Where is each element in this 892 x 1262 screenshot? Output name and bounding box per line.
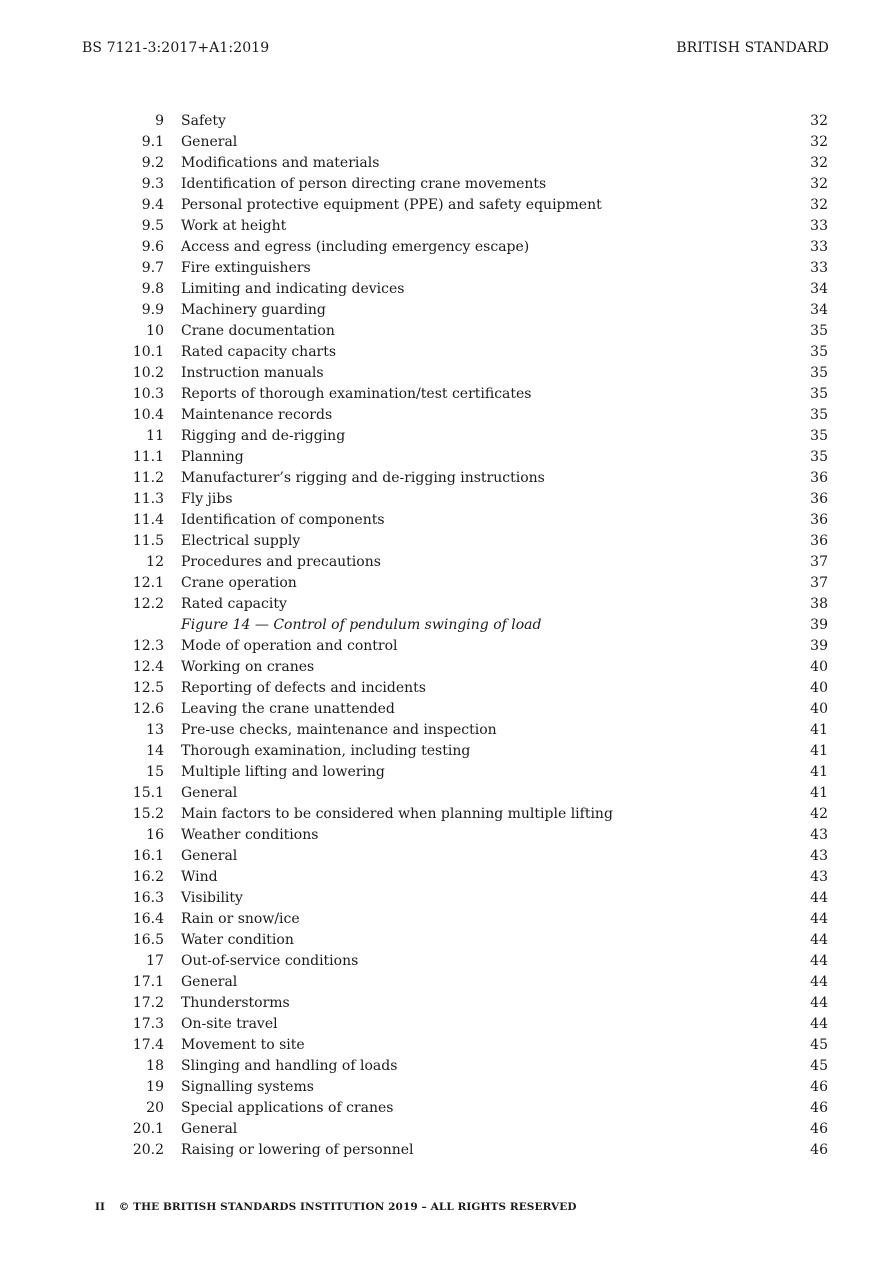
toc-entry-title: Access and egress (including emergency escape) bbox=[181, 239, 530, 255]
toc-entry-title: Movement to site bbox=[181, 1037, 305, 1053]
toc-entry-page: 40 bbox=[810, 659, 828, 675]
toc-entry[interactable] bbox=[0, 825, 892, 846]
toc-entry-number: 12.6 bbox=[132, 701, 164, 717]
toc-entry-page: 32 bbox=[810, 197, 828, 213]
copyright-notice: © THE BRITISH STANDARDS INSTITUTION 2019 – ALL RIGHTS RESERVED bbox=[118, 1201, 577, 1213]
toc-entry-number: 10.3 bbox=[132, 386, 164, 402]
toc-entry-title: Figure 14 — Control of pendulum swinging of load bbox=[181, 617, 542, 633]
toc-entry-page: 33 bbox=[810, 260, 828, 276]
toc-entry-title: Rigging and de-rigging bbox=[181, 428, 346, 444]
toc-entry-page: 32 bbox=[810, 176, 828, 192]
toc-entry-title: Reporting of defects and incidents bbox=[181, 680, 426, 696]
toc-entry-number: 10.4 bbox=[132, 407, 164, 423]
toc-entry-page: 45 bbox=[810, 1037, 828, 1053]
toc-entry-page: 46 bbox=[810, 1142, 828, 1158]
toc-entry-page: 35 bbox=[810, 323, 828, 339]
toc-entry[interactable] bbox=[0, 888, 892, 909]
toc-entry-title: Identification of person directing crane movements bbox=[181, 176, 547, 192]
table-of-contents bbox=[0, 111, 892, 1161]
toc-entry-number: 15.1 bbox=[132, 785, 164, 801]
toc-entry-page: 35 bbox=[810, 428, 828, 444]
toc-entry-page: 40 bbox=[810, 701, 828, 717]
toc-entry-title: Modifications and materials bbox=[181, 155, 380, 171]
toc-entry[interactable] bbox=[0, 279, 892, 300]
toc-entry-number: 9.5 bbox=[141, 218, 164, 234]
toc-entry[interactable] bbox=[0, 363, 892, 384]
toc-entry-title: Special applications of cranes bbox=[181, 1100, 394, 1116]
toc-entry[interactable] bbox=[0, 216, 892, 237]
toc-entry-title: Leaving the crane unattended bbox=[181, 701, 395, 717]
toc-entry-number: 9.4 bbox=[141, 197, 164, 213]
toc-entry-page: 35 bbox=[810, 407, 828, 423]
toc-entry[interactable] bbox=[0, 720, 892, 741]
toc-entry[interactable] bbox=[0, 1035, 892, 1056]
toc-entry-number: 20.2 bbox=[132, 1142, 164, 1158]
toc-entry-title: Rain or snow/ice bbox=[181, 911, 300, 927]
toc-entry-number: 9.8 bbox=[141, 281, 164, 297]
toc-entry-number: 10 bbox=[146, 323, 164, 339]
toc-entry-number: 20.1 bbox=[132, 1121, 164, 1137]
toc-entry-number: 16.5 bbox=[132, 932, 164, 948]
toc-entry[interactable] bbox=[0, 699, 892, 720]
toc-entry-page: 35 bbox=[810, 449, 828, 465]
toc-entry[interactable] bbox=[0, 300, 892, 321]
toc-entry-page: 44 bbox=[810, 890, 828, 906]
toc-entry-page: 36 bbox=[810, 512, 828, 528]
toc-entry-number: 12.4 bbox=[132, 659, 164, 675]
toc-entry-page: 46 bbox=[810, 1079, 828, 1095]
toc-entry-title: Out-of-service conditions bbox=[181, 953, 359, 969]
toc-entry-title: Mode of operation and control bbox=[181, 638, 398, 654]
toc-entry-number: 9.6 bbox=[141, 239, 164, 255]
toc-entry-page: 44 bbox=[810, 932, 828, 948]
toc-entry[interactable] bbox=[0, 552, 892, 573]
toc-entry[interactable] bbox=[0, 510, 892, 531]
toc-entry-title: Safety bbox=[181, 113, 226, 129]
toc-entry-number: 10.2 bbox=[132, 365, 164, 381]
toc-entry[interactable] bbox=[0, 405, 892, 426]
toc-entry[interactable] bbox=[0, 1140, 892, 1161]
toc-entry-number: 11.1 bbox=[132, 449, 164, 465]
toc-entry-title: General bbox=[181, 1121, 238, 1137]
toc-entry[interactable] bbox=[0, 1056, 892, 1077]
toc-entry[interactable] bbox=[0, 468, 892, 489]
toc-entry[interactable] bbox=[0, 321, 892, 342]
toc-entry[interactable] bbox=[0, 342, 892, 363]
toc-entry-page: 36 bbox=[810, 470, 828, 486]
toc-entry-page: 35 bbox=[810, 344, 828, 360]
toc-entry-page: 32 bbox=[810, 155, 828, 171]
toc-entry-page: 44 bbox=[810, 974, 828, 990]
toc-entry[interactable] bbox=[0, 867, 892, 888]
toc-entry-title: Raising or lowering of personnel bbox=[181, 1142, 414, 1158]
toc-entry[interactable] bbox=[0, 426, 892, 447]
toc-entry-title: General bbox=[181, 974, 238, 990]
toc-entry-title: Rated capacity charts bbox=[181, 344, 337, 360]
toc-entry-page: 41 bbox=[810, 785, 828, 801]
toc-entry-number: 17.2 bbox=[132, 995, 164, 1011]
toc-entry-page: 46 bbox=[810, 1100, 828, 1116]
toc-entry-page: 37 bbox=[810, 554, 828, 570]
toc-entry[interactable] bbox=[0, 384, 892, 405]
toc-entry-title: General bbox=[181, 134, 238, 150]
toc-entry-title: Thorough examination, including testing bbox=[181, 743, 471, 759]
toc-entry[interactable] bbox=[0, 1119, 892, 1140]
toc-entry-number: 16.3 bbox=[132, 890, 164, 906]
toc-entry[interactable] bbox=[0, 195, 892, 216]
toc-entry[interactable] bbox=[0, 1098, 892, 1119]
toc-entry-page: 36 bbox=[810, 491, 828, 507]
toc-entry-page: 41 bbox=[810, 722, 828, 738]
toc-entry[interactable] bbox=[0, 909, 892, 930]
toc-entry-title: On-site travel bbox=[181, 1016, 278, 1032]
toc-entry-page: 44 bbox=[810, 953, 828, 969]
toc-entry-title: Identification of components bbox=[181, 512, 385, 528]
toc-entry-number: 12.3 bbox=[132, 638, 164, 654]
toc-entry-page: 33 bbox=[810, 239, 828, 255]
toc-entry-title: Thunderstorms bbox=[181, 995, 290, 1011]
toc-entry-page: 35 bbox=[810, 365, 828, 381]
toc-entry[interactable] bbox=[0, 111, 892, 132]
toc-entry-page: 43 bbox=[810, 869, 828, 885]
toc-entry-page: 41 bbox=[810, 764, 828, 780]
toc-entry-title: Main factors to be considered when planning multiple lifting bbox=[181, 806, 613, 822]
toc-entry-page: 35 bbox=[810, 386, 828, 402]
toc-entry-number: 19 bbox=[146, 1079, 164, 1095]
toc-entry-page: 39 bbox=[810, 638, 828, 654]
toc-entry-number: 11 bbox=[146, 428, 164, 444]
toc-entry-title: Planning bbox=[181, 449, 244, 465]
toc-entry-number: 16.4 bbox=[132, 911, 164, 927]
toc-entry-title: Water condition bbox=[181, 932, 294, 948]
toc-entry[interactable] bbox=[0, 783, 892, 804]
toc-entry-number: 16.2 bbox=[132, 869, 164, 885]
toc-entry-title: Slinging and handling of loads bbox=[181, 1058, 398, 1074]
toc-entry-title: Multiple lifting and lowering bbox=[181, 764, 385, 780]
toc-entry[interactable] bbox=[0, 972, 892, 993]
toc-entry[interactable] bbox=[0, 594, 892, 615]
toc-entry-number: 11.2 bbox=[132, 470, 164, 486]
toc-entry-title: Working on cranes bbox=[181, 659, 315, 675]
toc-entry-number: 15.2 bbox=[132, 806, 164, 822]
toc-entry[interactable] bbox=[0, 993, 892, 1014]
toc-entry-page: 38 bbox=[810, 596, 828, 612]
toc-entry-title: Instruction manuals bbox=[181, 365, 324, 381]
toc-entry[interactable] bbox=[0, 804, 892, 825]
toc-entry-number: 16.1 bbox=[132, 848, 164, 864]
toc-entry-page: 39 bbox=[810, 617, 828, 633]
toc-entry-number: 9.9 bbox=[141, 302, 164, 318]
toc-entry-page: 32 bbox=[810, 113, 828, 129]
toc-entry-title: Electrical supply bbox=[181, 533, 301, 549]
toc-entry[interactable] bbox=[0, 573, 892, 594]
toc-entry-page: 40 bbox=[810, 680, 828, 696]
toc-entry-page: 44 bbox=[810, 1016, 828, 1032]
document-type: BRITISH STANDARD bbox=[676, 40, 829, 56]
toc-entry-page: 44 bbox=[810, 995, 828, 1011]
toc-entry-title: Visibility bbox=[181, 890, 243, 906]
toc-entry-page: 43 bbox=[810, 848, 828, 864]
toc-entry-number: 9.3 bbox=[141, 176, 164, 192]
toc-entry-title: Weather conditions bbox=[181, 827, 319, 843]
toc-entry[interactable] bbox=[0, 1014, 892, 1035]
toc-entry-number: 17 bbox=[146, 953, 164, 969]
toc-entry-number: 12.5 bbox=[132, 680, 164, 696]
toc-entry[interactable] bbox=[0, 237, 892, 258]
toc-entry[interactable] bbox=[0, 447, 892, 468]
toc-entry-number: 17.3 bbox=[132, 1016, 164, 1032]
toc-entry[interactable] bbox=[0, 657, 892, 678]
toc-entry[interactable] bbox=[0, 951, 892, 972]
toc-entry[interactable] bbox=[0, 174, 892, 195]
toc-entry-number: 9.7 bbox=[141, 260, 164, 276]
toc-entry-number: 17.1 bbox=[132, 974, 164, 990]
toc-entry-number: 11.3 bbox=[132, 491, 164, 507]
toc-entry[interactable] bbox=[0, 1077, 892, 1098]
toc-entry-number: 17.4 bbox=[132, 1037, 164, 1053]
toc-entry-page: 46 bbox=[810, 1121, 828, 1137]
toc-entry-title: Fly jibs bbox=[181, 491, 233, 507]
toc-entry-title: Procedures and precautions bbox=[181, 554, 381, 570]
page-footer bbox=[95, 1201, 577, 1213]
toc-entry-page: 37 bbox=[810, 575, 828, 591]
toc-entry-title: Manufacturer’s rigging and de-rigging instructions bbox=[181, 470, 545, 486]
toc-entry[interactable] bbox=[0, 489, 892, 510]
toc-entry-title: Wind bbox=[181, 869, 218, 885]
toc-entry-page: 44 bbox=[810, 911, 828, 927]
toc-entry-page: 41 bbox=[810, 743, 828, 759]
toc-entry-number: 11.4 bbox=[132, 512, 164, 528]
toc-entry-page: 45 bbox=[810, 1058, 828, 1074]
toc-entry-title: Crane operation bbox=[181, 575, 297, 591]
toc-entry[interactable] bbox=[0, 132, 892, 153]
toc-entry-title: Maintenance records bbox=[181, 407, 333, 423]
toc-entry-page: 34 bbox=[810, 302, 828, 318]
toc-entry-title: Machinery guarding bbox=[181, 302, 326, 318]
toc-entry-number: 11.5 bbox=[132, 533, 164, 549]
toc-entry-title: Personal protective equipment (PPE) and safety equipment bbox=[181, 197, 602, 213]
toc-entry-title: Limiting and indicating devices bbox=[181, 281, 405, 297]
toc-entry-title: Fire extinguishers bbox=[181, 260, 311, 276]
toc-entry-title: Pre-use checks, maintenance and inspection bbox=[181, 722, 497, 738]
toc-entry-title: General bbox=[181, 848, 238, 864]
toc-entry-number: 16 bbox=[146, 827, 164, 843]
toc-entry[interactable] bbox=[0, 636, 892, 657]
toc-entry-number: 12 bbox=[146, 554, 164, 570]
toc-entry-title: Signalling systems bbox=[181, 1079, 314, 1095]
toc-entry-title: Crane documentation bbox=[181, 323, 335, 339]
toc-entry-number: 9.1 bbox=[141, 134, 164, 150]
toc-entry-number: 18 bbox=[146, 1058, 164, 1074]
toc-entry-number: 9 bbox=[155, 113, 164, 129]
toc-entry[interactable] bbox=[0, 762, 892, 783]
toc-entry[interactable] bbox=[0, 531, 892, 552]
toc-figure-entry[interactable] bbox=[0, 615, 892, 636]
toc-entry-page: 33 bbox=[810, 218, 828, 234]
toc-entry-number: 14 bbox=[146, 743, 164, 759]
toc-entry[interactable] bbox=[0, 930, 892, 951]
toc-entry[interactable] bbox=[0, 678, 892, 699]
toc-entry-page: 43 bbox=[810, 827, 828, 843]
toc-entry-title: Rated capacity bbox=[181, 596, 287, 612]
toc-entry[interactable] bbox=[0, 846, 892, 867]
toc-entry-page: 36 bbox=[810, 533, 828, 549]
toc-entry-number: 9.2 bbox=[141, 155, 164, 171]
toc-entry-title: General bbox=[181, 785, 238, 801]
toc-entry-number: 10.1 bbox=[132, 344, 164, 360]
toc-entry-number: 15 bbox=[146, 764, 164, 780]
toc-entry-number: 20 bbox=[146, 1100, 164, 1116]
toc-entry-number: 12.2 bbox=[132, 596, 164, 612]
toc-entry-title: Reports of thorough examination/test certificates bbox=[181, 386, 532, 402]
toc-entry-page: 34 bbox=[810, 281, 828, 297]
page-number: II bbox=[95, 1201, 106, 1213]
toc-entry-number: 12.1 bbox=[132, 575, 164, 591]
toc-entry-page: 42 bbox=[810, 806, 828, 822]
toc-entry[interactable] bbox=[0, 153, 892, 174]
toc-entry-page: 32 bbox=[810, 134, 828, 150]
document-code: BS 7121-3:2017+A1:2019 bbox=[82, 40, 270, 56]
toc-entry[interactable] bbox=[0, 741, 892, 762]
toc-entry-title: Work at height bbox=[181, 218, 287, 234]
toc-entry-number: 13 bbox=[146, 722, 164, 738]
toc-entry[interactable] bbox=[0, 258, 892, 279]
